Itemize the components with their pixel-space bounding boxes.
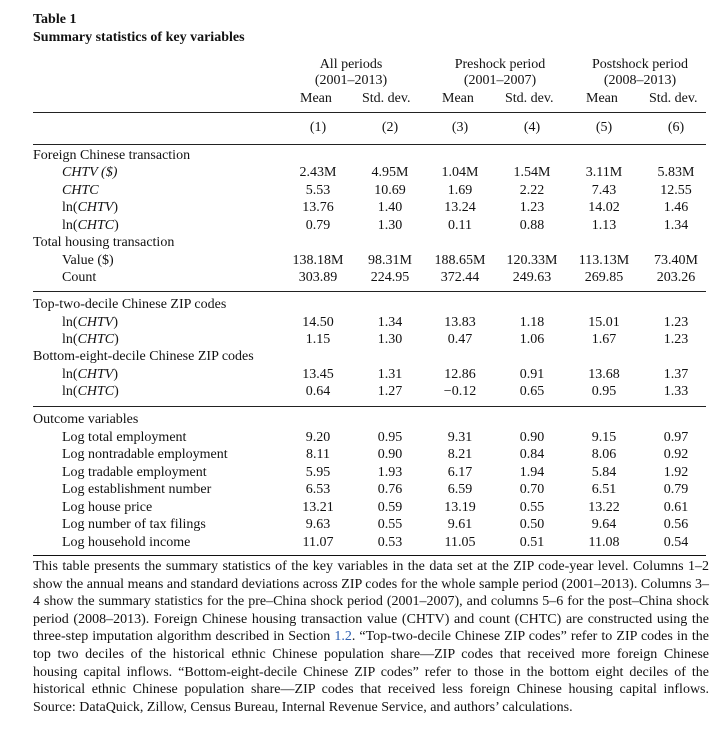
table-cell: 1.94 (519, 465, 545, 480)
subheader-stddev-3: Std. dev. (649, 91, 698, 106)
section-heading: Top-two-decile Chinese ZIP codes (33, 297, 227, 312)
table-cell: 0.88 (519, 218, 545, 233)
table-cell: 0.84 (519, 447, 545, 462)
table-row (0, 383, 726, 400)
row-label: Log number of tax filings (62, 517, 206, 532)
table-cell: 1.40 (377, 200, 403, 215)
table-cell: 1.18 (519, 315, 545, 330)
table-cell: 0.55 (519, 500, 545, 515)
table-cell: 5.53 (305, 183, 331, 198)
table-cell: 0.90 (519, 430, 545, 445)
table-cell: 1.93 (377, 465, 403, 480)
table-cell: 13.21 (302, 500, 334, 515)
table-cell: 1.27 (377, 384, 403, 399)
header-rule (33, 112, 706, 113)
table-cell: 5.95 (305, 465, 331, 480)
section-heading-row (0, 234, 726, 251)
table-row (0, 481, 726, 498)
table-cell: 3.11M (585, 165, 623, 180)
group-name: Preshock period (454, 57, 546, 72)
table-cell: 1.67 (591, 332, 617, 347)
table-cell: 0.95 (591, 384, 617, 399)
row-label: Log nontradable employment (62, 447, 228, 462)
table-cell: 8.06 (591, 447, 617, 462)
row-label: Log tradable employment (62, 465, 207, 480)
table-cell: 0.55 (377, 517, 403, 532)
table-cell: 269.85 (584, 270, 624, 285)
table-cell: 9.64 (591, 517, 617, 532)
section-heading-row (0, 348, 726, 365)
table-cell: 0.64 (305, 384, 331, 399)
table-cell: 1.34 (377, 315, 403, 330)
column-number: (5) (595, 120, 613, 135)
table-cell: 14.02 (588, 200, 620, 215)
section-heading: Outcome variables (33, 412, 139, 427)
table-cell: 249.63 (512, 270, 552, 285)
table-row (0, 331, 726, 348)
table-cell: 14.50 (302, 315, 334, 330)
subheader-stddev-2: Std. dev. (505, 91, 554, 106)
section-heading-row (0, 411, 726, 428)
table-row (0, 182, 726, 199)
row-label: ln(CHTV) (62, 200, 119, 215)
table-row (0, 464, 726, 481)
table-cell: 7.43 (591, 183, 617, 198)
table-cell: 11.05 (444, 535, 476, 550)
table-cell: 13.45 (302, 367, 334, 382)
table-cell: 9.63 (305, 517, 331, 532)
table-note (33, 558, 709, 716)
table-cell: 188.65M (434, 253, 486, 268)
row-label: Count (62, 270, 97, 285)
table-row (0, 217, 726, 234)
table-cell: 11.07 (302, 535, 334, 550)
table-label: Table 1 (33, 12, 77, 27)
column-number: (3) (451, 120, 469, 135)
row-label: CHTV ($) (62, 165, 118, 180)
table-cell: 113.13M (578, 253, 630, 268)
table-cell: 13.83 (444, 315, 476, 330)
section-rule (33, 291, 706, 292)
table-cell: 138.18M (292, 253, 344, 268)
column-number: (4) (523, 120, 541, 135)
table-cell: 0.95 (377, 430, 403, 445)
table-cell: 1.06 (519, 332, 545, 347)
row-label: ln(CHTC) (62, 218, 119, 233)
table-cell: 0.92 (663, 447, 689, 462)
section-heading-row (0, 296, 726, 313)
table-cell: 10.69 (374, 183, 406, 198)
table-cell: 4.95M (371, 165, 409, 180)
table-cell: 13.24 (444, 200, 476, 215)
table-cell: 15.01 (588, 315, 620, 330)
section-link[interactable]: 1.2 (334, 629, 352, 645)
table-cell: 1.23 (519, 200, 545, 215)
row-label: ln(CHTV) (62, 315, 119, 330)
table-cell: 11.08 (588, 535, 620, 550)
section-heading: Bottom-eight-decile Chinese ZIP codes (33, 349, 254, 364)
table-cell: 6.53 (305, 482, 331, 497)
table-cell: 12.86 (444, 367, 476, 382)
table-cell: 9.20 (305, 430, 331, 445)
table-cell: 0.91 (519, 367, 545, 382)
table-cell: 0.61 (663, 500, 689, 515)
table-cell: 5.84 (591, 465, 617, 480)
table-cell: 1.54M (513, 165, 551, 180)
table-cell: 13.22 (588, 500, 620, 515)
table-row (0, 429, 726, 446)
table-cell: 9.31 (447, 430, 473, 445)
table-cell: 98.31M (368, 253, 412, 268)
table-cell: 9.61 (447, 517, 473, 532)
row-label: Log total employment (62, 430, 187, 445)
table-cell: 0.54 (663, 535, 689, 550)
table-cell: 1.30 (377, 218, 403, 233)
table-cell: 1.30 (377, 332, 403, 347)
row-label: Value ($) (62, 253, 114, 268)
row-label: ln(CHTC) (62, 384, 119, 399)
table-cell: 1.92 (663, 465, 689, 480)
table-row (0, 164, 726, 181)
table-cell: 0.56 (663, 517, 689, 532)
section-heading: Foreign Chinese transaction (33, 148, 191, 163)
column-number: (1) (309, 120, 327, 135)
table-cell: 0.79 (663, 482, 689, 497)
table-row (0, 252, 726, 269)
table-cell: 1.23 (663, 332, 689, 347)
section-rule (33, 406, 706, 407)
group-range: (2001–2007) (463, 73, 537, 88)
table-cell: 0.79 (305, 218, 331, 233)
table-cell: 0.65 (519, 384, 545, 399)
table-cell: 0.59 (377, 500, 403, 515)
table-cell: 0.50 (519, 517, 545, 532)
table-cell: 0.97 (663, 430, 689, 445)
table-cell: 13.76 (302, 200, 334, 215)
table-row (0, 446, 726, 463)
table-row (0, 534, 726, 551)
subheader-mean-2: Mean (442, 91, 474, 106)
row-label: ln(CHTV) (62, 367, 119, 382)
table-cell: 6.59 (447, 482, 473, 497)
subheader-stddev-1: Std. dev. (362, 91, 411, 106)
table-cell: 73.40M (654, 253, 698, 268)
table-cell: 203.26 (656, 270, 696, 285)
table-cell: 0.51 (519, 535, 545, 550)
table-cell: 1.15 (305, 332, 331, 347)
table-cell: 6.51 (591, 482, 617, 497)
table-cell: 303.89 (298, 270, 338, 285)
table-cell: 13.68 (588, 367, 620, 382)
table-cell: 0.90 (377, 447, 403, 462)
table-cell: 1.33 (663, 384, 689, 399)
table-cell: 13.19 (444, 500, 476, 515)
column-number-rule (33, 144, 706, 145)
table-cell: 5.83M (657, 165, 695, 180)
table-cell: 1.04M (441, 165, 479, 180)
note-text: . “Top-two-decile Chinese ZIP codes” refer to ZIP codes in the top two deciles of the historical ethnic Chinese population share—ZIP codes that received more foreign Chinese housing capital inflows. “Bottom-eight-decile Chinese ZIP codes” refer to those in the bottom eight deciles of the historical ethnic Chinese population share—ZIP codes that received less foreign Chinese housing capital inflows. Source: DataQuick, Zillow, Census Bureau, Internal Revenue Service, and authors’ calculations. (33, 629, 709, 715)
group-header-preshock (430, 57, 570, 89)
table-cell: 1.46 (663, 200, 689, 215)
table-cell: 9.15 (591, 430, 617, 445)
subheader-mean-3: Mean (586, 91, 618, 106)
table-cell: 1.34 (663, 218, 689, 233)
subheader-mean-1: Mean (300, 91, 332, 106)
group-header-postshock (575, 57, 705, 89)
table-cell: 8.21 (447, 447, 473, 462)
table-row (0, 199, 726, 216)
column-number: (6) (667, 120, 685, 135)
group-range: (2001–2013) (314, 73, 388, 88)
row-label: ln(CHTC) (62, 332, 119, 347)
table-cell: 0.76 (377, 482, 403, 497)
row-label: Log establishment number (62, 482, 212, 497)
table-cell: 1.13 (591, 218, 617, 233)
table-cell: 2.43M (299, 165, 337, 180)
table-row (0, 314, 726, 331)
group-header-all-periods (296, 57, 406, 89)
column-number: (2) (381, 120, 399, 135)
group-name: Postshock period (591, 57, 689, 72)
table-cell: 224.95 (370, 270, 410, 285)
table-title: Summary statistics of key variables (33, 30, 245, 45)
table-cell: 120.33M (506, 253, 558, 268)
table-row (0, 269, 726, 286)
table-cell: −0.12 (443, 384, 477, 399)
group-range: (2008–2013) (603, 73, 677, 88)
row-label: Log household income (62, 535, 191, 550)
table-row (0, 366, 726, 383)
table-cell: 1.69 (447, 183, 473, 198)
table-row (0, 499, 726, 516)
table-cell: 1.37 (663, 367, 689, 382)
table-cell: 2.22 (519, 183, 545, 198)
table-cell: 372.44 (440, 270, 480, 285)
table-cell: 6.17 (447, 465, 473, 480)
table-cell: 1.23 (663, 315, 689, 330)
table-cell: 8.11 (306, 447, 330, 462)
note-text: This table presents the summary statistics of the key variables in the data set at the ZIP code-year level. Columns 1–2 show the annual means and standard deviations across ZIP codes for the whole sample period (2001–2013). Columns 3–4 show the summary statistics for the pre–China shock period (2001–2007), and columns 5–6 for the post–China shock period (2008–2013). Foreign Chinese housing transaction value (CHTV) and count (CHTC) are constructed using the three-step imputation algorithm described in Section (33, 559, 709, 645)
bottom-rule (33, 555, 706, 556)
table-cell: 0.11 (448, 218, 472, 233)
table-cell: 0.47 (447, 332, 473, 347)
group-name: All periods (319, 57, 383, 72)
section-heading: Total housing transaction (33, 235, 175, 250)
table-cell: 1.31 (377, 367, 403, 382)
section-heading-row (0, 147, 726, 164)
row-label: Log house price (62, 500, 153, 515)
table-cell: 12.55 (660, 183, 692, 198)
table-cell: 0.70 (519, 482, 545, 497)
row-label: CHTC (62, 183, 99, 198)
table-cell: 0.53 (377, 535, 403, 550)
table-row (0, 516, 726, 533)
